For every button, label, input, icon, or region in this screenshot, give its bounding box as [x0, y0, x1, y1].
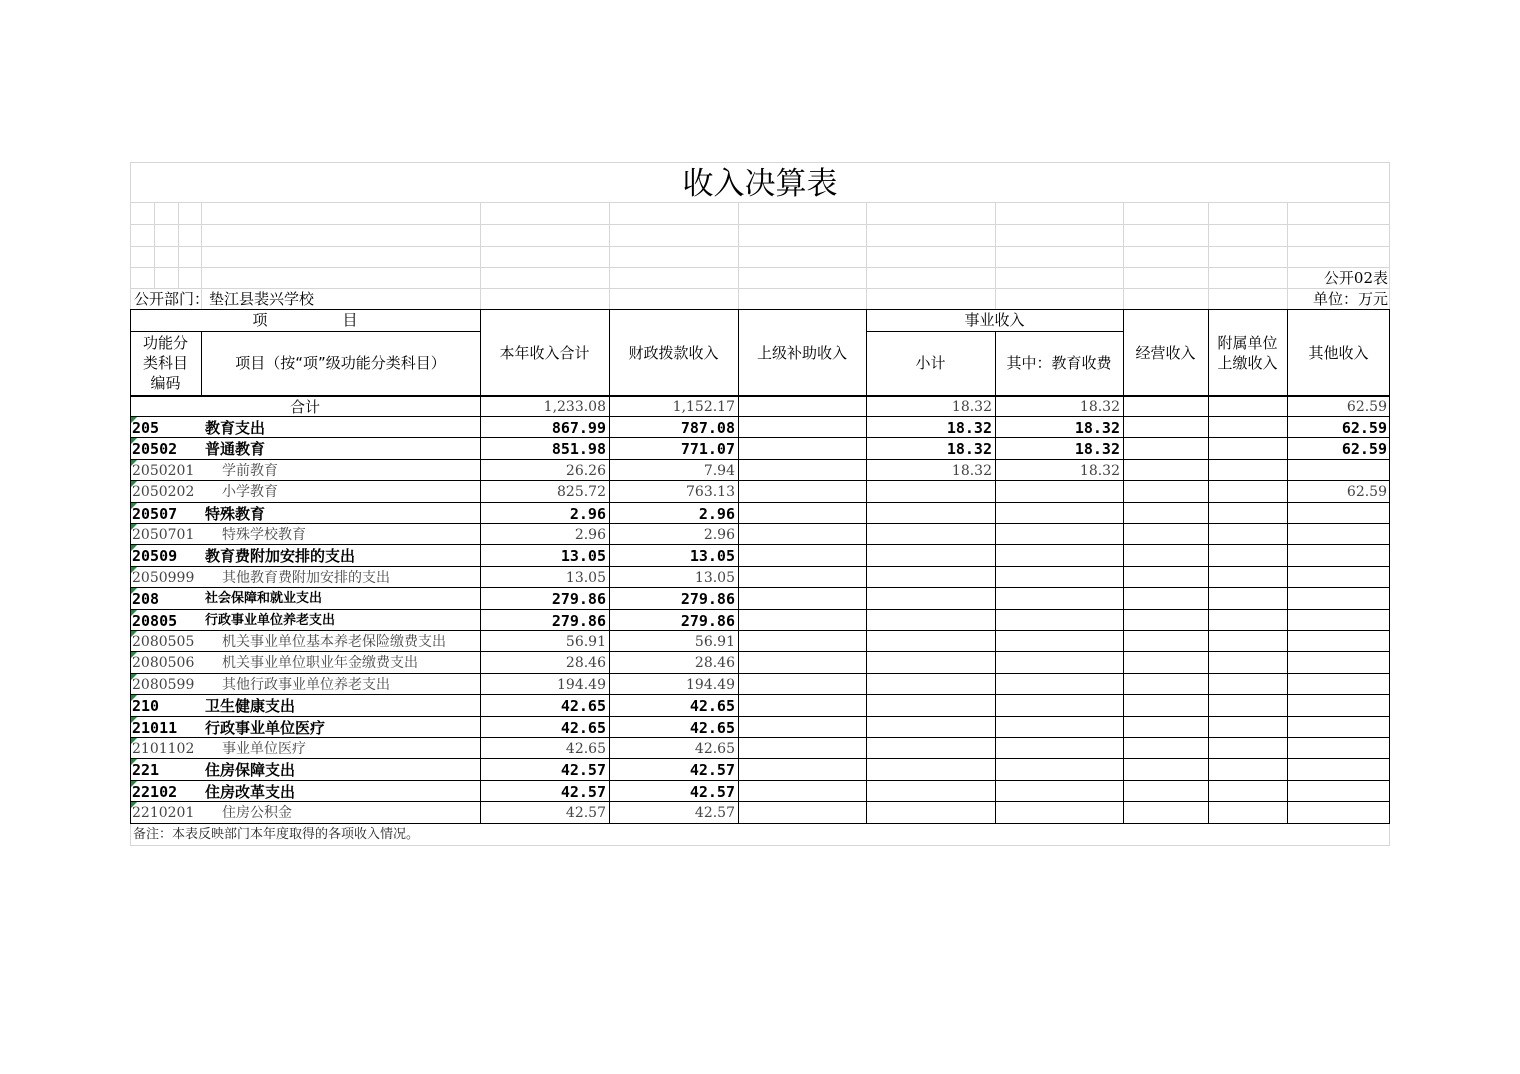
- row-name: 学前教育: [222, 463, 278, 479]
- row-operating: [1123, 695, 1208, 716]
- row-other: [1287, 545, 1390, 566]
- row-operating: [1123, 759, 1208, 780]
- row-affiliated: [1208, 717, 1287, 738]
- row-name: 机关事业单位基本养老保险缴费支出: [222, 634, 446, 650]
- total-row-operating: [1123, 396, 1208, 417]
- row-code: 2080599: [132, 677, 195, 693]
- row-name: 特殊学校教育: [222, 527, 306, 543]
- row-other: [1287, 610, 1390, 631]
- row-name: 住房保障支出: [205, 761, 296, 779]
- row-superior: [738, 759, 866, 780]
- row-other: [1287, 695, 1390, 716]
- row-affiliated: [1208, 781, 1287, 802]
- row-total: 279.86: [551, 612, 606, 630]
- row-other: 62.59: [1341, 419, 1387, 437]
- row-code: 208: [132, 590, 160, 608]
- row-superior: [738, 695, 866, 716]
- row-affiliated: [1208, 738, 1287, 759]
- row-total: 851.98: [551, 440, 606, 458]
- row-fiscal: 2.96: [698, 505, 735, 523]
- total-row-total: 1,233.08: [543, 399, 606, 415]
- row-operating: [1123, 567, 1208, 588]
- row-name: 教育支出: [205, 419, 266, 437]
- row-name: 其他教育费附加安排的支出: [222, 570, 390, 586]
- row-affiliated: [1208, 503, 1287, 524]
- row-operating: [1123, 717, 1208, 738]
- row-superior: [738, 717, 866, 738]
- row-fiscal: 771.07: [680, 440, 735, 458]
- total-row-affiliated: [1208, 396, 1287, 417]
- row-operating: [1123, 524, 1208, 545]
- row-affiliated: [1208, 588, 1287, 609]
- total-row-label: 合计: [289, 398, 320, 416]
- row-edu-fee: [995, 610, 1123, 631]
- row-code: 221: [132, 761, 160, 779]
- row-total: 42.65: [560, 697, 606, 715]
- row-subtotal: [866, 738, 995, 759]
- row-name: 普通教育: [205, 440, 266, 458]
- row-superior: [738, 545, 866, 566]
- department-label: 公开部门：垫江县裴兴学校: [134, 290, 315, 308]
- row-fiscal: 763.13: [686, 484, 735, 500]
- row-subtotal: [866, 481, 995, 502]
- row-fiscal: 194.49: [686, 677, 735, 693]
- row-fiscal: 56.91: [694, 634, 735, 650]
- row-other: [1287, 802, 1390, 823]
- row-affiliated: [1208, 545, 1287, 566]
- row-affiliated: [1208, 631, 1287, 652]
- row-subtotal: [866, 674, 995, 695]
- row-operating: [1123, 781, 1208, 802]
- row-edu-fee: 18.32: [1074, 419, 1120, 437]
- row-code: 2050201: [132, 463, 195, 479]
- row-subtotal: [866, 567, 995, 588]
- row-name: 卫生健康支出: [205, 697, 296, 715]
- row-code: 205: [132, 419, 160, 437]
- row-total: 42.57: [560, 761, 606, 779]
- row-superior: [738, 567, 866, 588]
- income-statement-sheet: [130, 162, 1390, 846]
- row-edu-fee: [995, 695, 1123, 716]
- form-code: 公开02表: [1323, 269, 1388, 287]
- row-affiliated: [1208, 802, 1287, 823]
- row-subtotal: [866, 652, 995, 673]
- row-other: [1287, 631, 1390, 652]
- row-total: 2.96: [569, 505, 606, 523]
- business-group-header: 事业收入: [964, 311, 1025, 329]
- row-other: [1287, 567, 1390, 588]
- row-operating: [1123, 802, 1208, 823]
- row-name: 特殊教育: [205, 505, 266, 523]
- superior-header: 上级补助收入: [756, 344, 847, 362]
- row-edu-fee: [995, 545, 1123, 566]
- row-subtotal: [866, 545, 995, 566]
- row-code: 2050701: [132, 527, 195, 543]
- row-subtotal: [866, 781, 995, 802]
- row-operating: [1123, 503, 1208, 524]
- total-row-subtotal: 18.32: [951, 399, 992, 415]
- row-fiscal: 42.65: [689, 719, 735, 737]
- total-row-superior: [738, 396, 866, 417]
- row-subtotal: [866, 524, 995, 545]
- total-row-edu-fee: 18.32: [1079, 399, 1120, 415]
- row-operating: [1123, 460, 1208, 481]
- row-superior: [738, 738, 866, 759]
- row-subtotal: [866, 759, 995, 780]
- row-fiscal: 42.65: [689, 697, 735, 715]
- row-affiliated: [1208, 524, 1287, 545]
- row-name: 行政事业单位医疗: [205, 719, 326, 737]
- row-superior: [738, 802, 866, 823]
- row-code: 2080505: [132, 634, 195, 650]
- row-edu-fee: [995, 717, 1123, 738]
- row-code: 20805: [132, 612, 178, 630]
- row-operating: [1123, 481, 1208, 502]
- row-subtotal: [866, 610, 995, 631]
- row-superior: [738, 417, 866, 438]
- row-fiscal: 42.57: [689, 761, 735, 779]
- row-operating: [1123, 652, 1208, 673]
- report-title: 收入决算表: [682, 166, 838, 202]
- row-other: [1287, 588, 1390, 609]
- row-operating: [1123, 438, 1208, 459]
- row-fiscal: 787.08: [680, 419, 735, 437]
- row-edu-fee: [995, 481, 1123, 502]
- row-edu-fee: [995, 588, 1123, 609]
- row-subtotal: 18.32: [946, 440, 992, 458]
- row-affiliated: [1208, 674, 1287, 695]
- row-superior: [738, 438, 866, 459]
- row-code: 2080506: [132, 655, 195, 671]
- row-superior: [738, 674, 866, 695]
- row-other: 62.59: [1341, 440, 1387, 458]
- row-total: 26.26: [565, 463, 606, 479]
- row-edu-fee: [995, 674, 1123, 695]
- row-total: 42.65: [560, 719, 606, 737]
- row-edu-fee: 18.32: [1074, 440, 1120, 458]
- row-affiliated: [1208, 610, 1287, 631]
- row-name: 住房公积金: [222, 805, 292, 821]
- row-affiliated: [1208, 652, 1287, 673]
- total-header: 本年收入合计: [499, 344, 590, 362]
- row-fiscal: 42.57: [689, 783, 735, 801]
- row-operating: [1123, 674, 1208, 695]
- row-superior: [738, 503, 866, 524]
- row-name: 社会保障和就业支出: [205, 591, 323, 606]
- row-subtotal: [866, 503, 995, 524]
- row-total: 42.57: [560, 783, 606, 801]
- row-operating: [1123, 417, 1208, 438]
- row-edu-fee: [995, 738, 1123, 759]
- row-operating: [1123, 545, 1208, 566]
- row-name: 事业单位医疗: [222, 741, 306, 757]
- row-affiliated: [1208, 695, 1287, 716]
- row-total: 42.65: [565, 741, 606, 757]
- row-other: [1287, 460, 1390, 481]
- row-edu-fee: [995, 652, 1123, 673]
- row-affiliated: [1208, 567, 1287, 588]
- row-total: 2.96: [574, 527, 606, 543]
- row-edu-fee: [995, 631, 1123, 652]
- row-edu-fee: [995, 759, 1123, 780]
- edu-fee-header: 其中：教育收费: [1006, 354, 1112, 372]
- row-total: 56.91: [565, 634, 606, 650]
- row-total: 279.86: [551, 590, 606, 608]
- row-code: 20509: [132, 547, 178, 565]
- row-name: 行政事业单位养老支出: [205, 613, 336, 628]
- row-subtotal: [866, 695, 995, 716]
- subtotal-header: 小计: [915, 354, 946, 372]
- operating-header: 经营收入: [1135, 344, 1196, 362]
- row-fiscal: 279.86: [680, 612, 735, 630]
- affiliated-header: 附属单位 上缴收入: [1217, 334, 1278, 372]
- row-subtotal: [866, 802, 995, 823]
- row-code: 20507: [132, 505, 178, 523]
- row-fiscal: 42.57: [694, 805, 735, 821]
- row-affiliated: [1208, 417, 1287, 438]
- row-other: [1287, 503, 1390, 524]
- row-code: 210: [132, 697, 160, 715]
- row-superior: [738, 610, 866, 631]
- row-fiscal: 13.05: [689, 547, 735, 565]
- row-operating: [1123, 610, 1208, 631]
- row-edu-fee: [995, 567, 1123, 588]
- row-name: 小学教育: [222, 484, 278, 500]
- row-superior: [738, 631, 866, 652]
- row-code: 20502: [132, 440, 178, 458]
- row-total: 194.49: [557, 677, 606, 693]
- row-superior: [738, 652, 866, 673]
- row-affiliated: [1208, 481, 1287, 502]
- row-edu-fee: [995, 802, 1123, 823]
- row-fiscal: 42.65: [694, 741, 735, 757]
- row-affiliated: [1208, 759, 1287, 780]
- row-code: 2050999: [132, 570, 195, 586]
- row-fiscal: 7.94: [703, 463, 735, 479]
- row-operating: [1123, 738, 1208, 759]
- code-header: 功能分 类科目 编码: [142, 334, 188, 392]
- row-superior: [738, 588, 866, 609]
- row-fiscal: 28.46: [694, 655, 735, 671]
- row-other: [1287, 524, 1390, 545]
- row-total: 42.57: [565, 805, 606, 821]
- row-code: 2101102: [132, 741, 195, 757]
- row-superior: [738, 524, 866, 545]
- row-subtotal: [866, 588, 995, 609]
- item-header: 项目（按“项”级功能分类科目）: [235, 354, 446, 372]
- row-code: 2210201: [132, 805, 195, 821]
- row-affiliated: [1208, 460, 1287, 481]
- total-row-other: 62.59: [1346, 399, 1387, 415]
- row-name: 其他行政事业单位养老支出: [222, 677, 390, 693]
- footnote: 备注：本表反映部门本年度取得的各项收入情况。: [133, 827, 420, 842]
- row-edu-fee: [995, 503, 1123, 524]
- row-other: [1287, 738, 1390, 759]
- row-fiscal: 279.86: [680, 590, 735, 608]
- row-fiscal: 2.96: [703, 527, 735, 543]
- unit-label: 单位：万元: [1312, 290, 1388, 308]
- row-total: 28.46: [565, 655, 606, 671]
- row-other: 62.59: [1346, 484, 1387, 500]
- row-edu-fee: [995, 781, 1123, 802]
- row-edu-fee: [995, 524, 1123, 545]
- row-total: 13.05: [565, 570, 606, 586]
- row-code: 21011: [132, 719, 178, 737]
- row-total: 825.72: [557, 484, 606, 500]
- total-row-fiscal: 1,152.17: [672, 399, 735, 415]
- row-other: [1287, 674, 1390, 695]
- fiscal-header: 财政拨款收入: [628, 344, 719, 362]
- row-subtotal: 18.32: [951, 463, 992, 479]
- row-name: 住房改革支出: [205, 783, 296, 801]
- row-name: 教育费附加安排的支出: [205, 547, 356, 565]
- row-subtotal: 18.32: [946, 419, 992, 437]
- row-other: [1287, 759, 1390, 780]
- row-superior: [738, 460, 866, 481]
- row-code: 22102: [132, 783, 178, 801]
- row-superior: [738, 481, 866, 502]
- other-header: 其他收入: [1308, 344, 1369, 362]
- row-total: 13.05: [560, 547, 606, 565]
- row-edu-fee: 18.32: [1079, 463, 1120, 479]
- row-other: [1287, 717, 1390, 738]
- row-other: [1287, 652, 1390, 673]
- row-fiscal: 13.05: [694, 570, 735, 586]
- row-name: 机关事业单位职业年金缴费支出: [222, 655, 418, 671]
- row-operating: [1123, 631, 1208, 652]
- row-code: 2050202: [132, 484, 195, 500]
- row-subtotal: [866, 631, 995, 652]
- row-total: 867.99: [551, 419, 606, 437]
- row-other: [1287, 781, 1390, 802]
- project-group-header: 项 目: [252, 311, 358, 329]
- row-affiliated: [1208, 438, 1287, 459]
- row-superior: [738, 781, 866, 802]
- row-subtotal: [866, 717, 995, 738]
- row-operating: [1123, 588, 1208, 609]
